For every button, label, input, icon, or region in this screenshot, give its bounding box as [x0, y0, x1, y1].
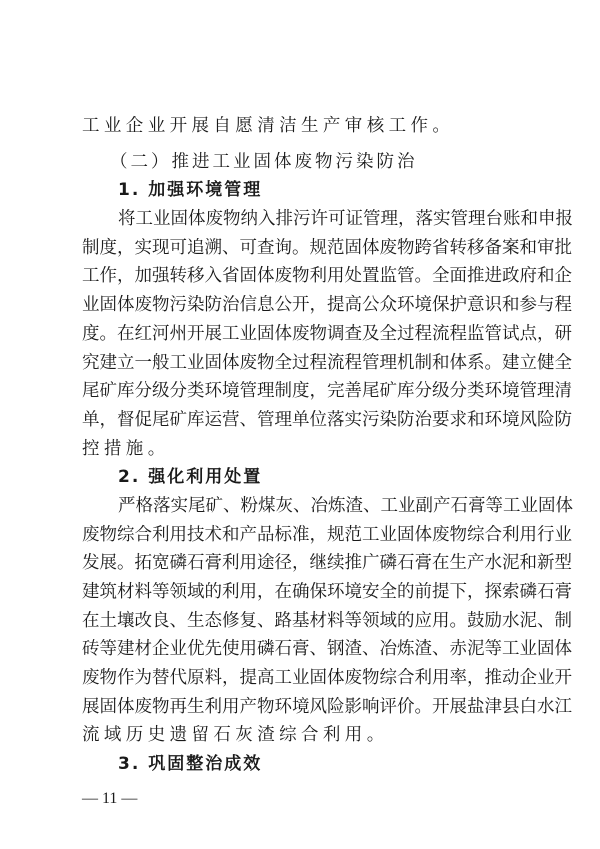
- subsection-heading: 3. 巩固整治成效: [118, 754, 263, 775]
- paragraph-line: 度。在红河州开展工业固体废物调查及全过程流程监管试点，研: [82, 323, 572, 344]
- paragraph-line: 建筑材料等领域的利用，在确保环境安全的前提下，探索磷石膏: [82, 582, 572, 602]
- section-heading: （二）推进工业固体废物污染防治: [110, 151, 418, 172]
- continuation-line: 工业企业开展自愿清洁生产审核工作。: [82, 116, 455, 136]
- paragraph-line: 尾矿库分级分类环境管理制度，完善尾矿库分级分类环境管理清: [82, 381, 572, 402]
- paragraph-line: 废物作为替代原料，提高工业固体废物综合利用率，推动企业开: [82, 668, 572, 689]
- document-page: [82, 112, 573, 779]
- paragraph-line: 展固体废物再生利用产物环境风险影响评价。开展盐津县白水江: [82, 696, 572, 717]
- subsection-heading: 2. 强化利用处置: [118, 467, 263, 488]
- paragraph-line: 砖等建材企业优先使用磷石膏、钢渣、冶炼渣、赤泥等工业固体: [82, 639, 572, 660]
- subsection-heading: 1. 加强环境管理: [118, 180, 263, 201]
- paragraph-line: 究建立一般工业固体废物全过程流程管理机制和体系。建立健全: [82, 352, 572, 373]
- paragraph-line: 制度，实现可追溯、可查询。规范固体废物跨省转移备案和审批: [82, 237, 572, 258]
- paragraph-line: 单，督促尾矿库运营、管理单位落实污染防治要求和环境风险防: [82, 409, 572, 430]
- paragraph-line: 工作，加强转移入省固体废物利用处置监管。全面推进政府和企: [82, 266, 572, 287]
- page-number: — 11 —: [82, 790, 138, 807]
- subsections: [82, 176, 573, 778]
- paragraph-line: 控措施。: [82, 438, 170, 459]
- paragraph-line: 严格落实尾矿、粉煤灰、冶炼渣、工业副产石膏等工业固体: [118, 495, 573, 516]
- paragraph-line: 业固体废物污染防治信息公开，提高公众环境保护意识和参与程: [82, 295, 572, 316]
- paragraph-line: 发展。拓宽磷石膏利用途径，继续推广磷石膏在生产水泥和新型: [82, 553, 572, 574]
- paragraph-line: 流域历史遗留石灰渣综合利用。: [82, 725, 389, 746]
- paragraph-line: 将工业固体废物纳入排污许可证管理，落实管理台账和申报: [118, 209, 573, 230]
- paragraph-line: 在土壤改良、生态修复、路基材料等领域的应用。鼓励水泥、制: [82, 610, 572, 631]
- paragraph-line: 废物综合利用技术和产品标准，规范工业固体废物综合利用行业: [82, 524, 572, 545]
